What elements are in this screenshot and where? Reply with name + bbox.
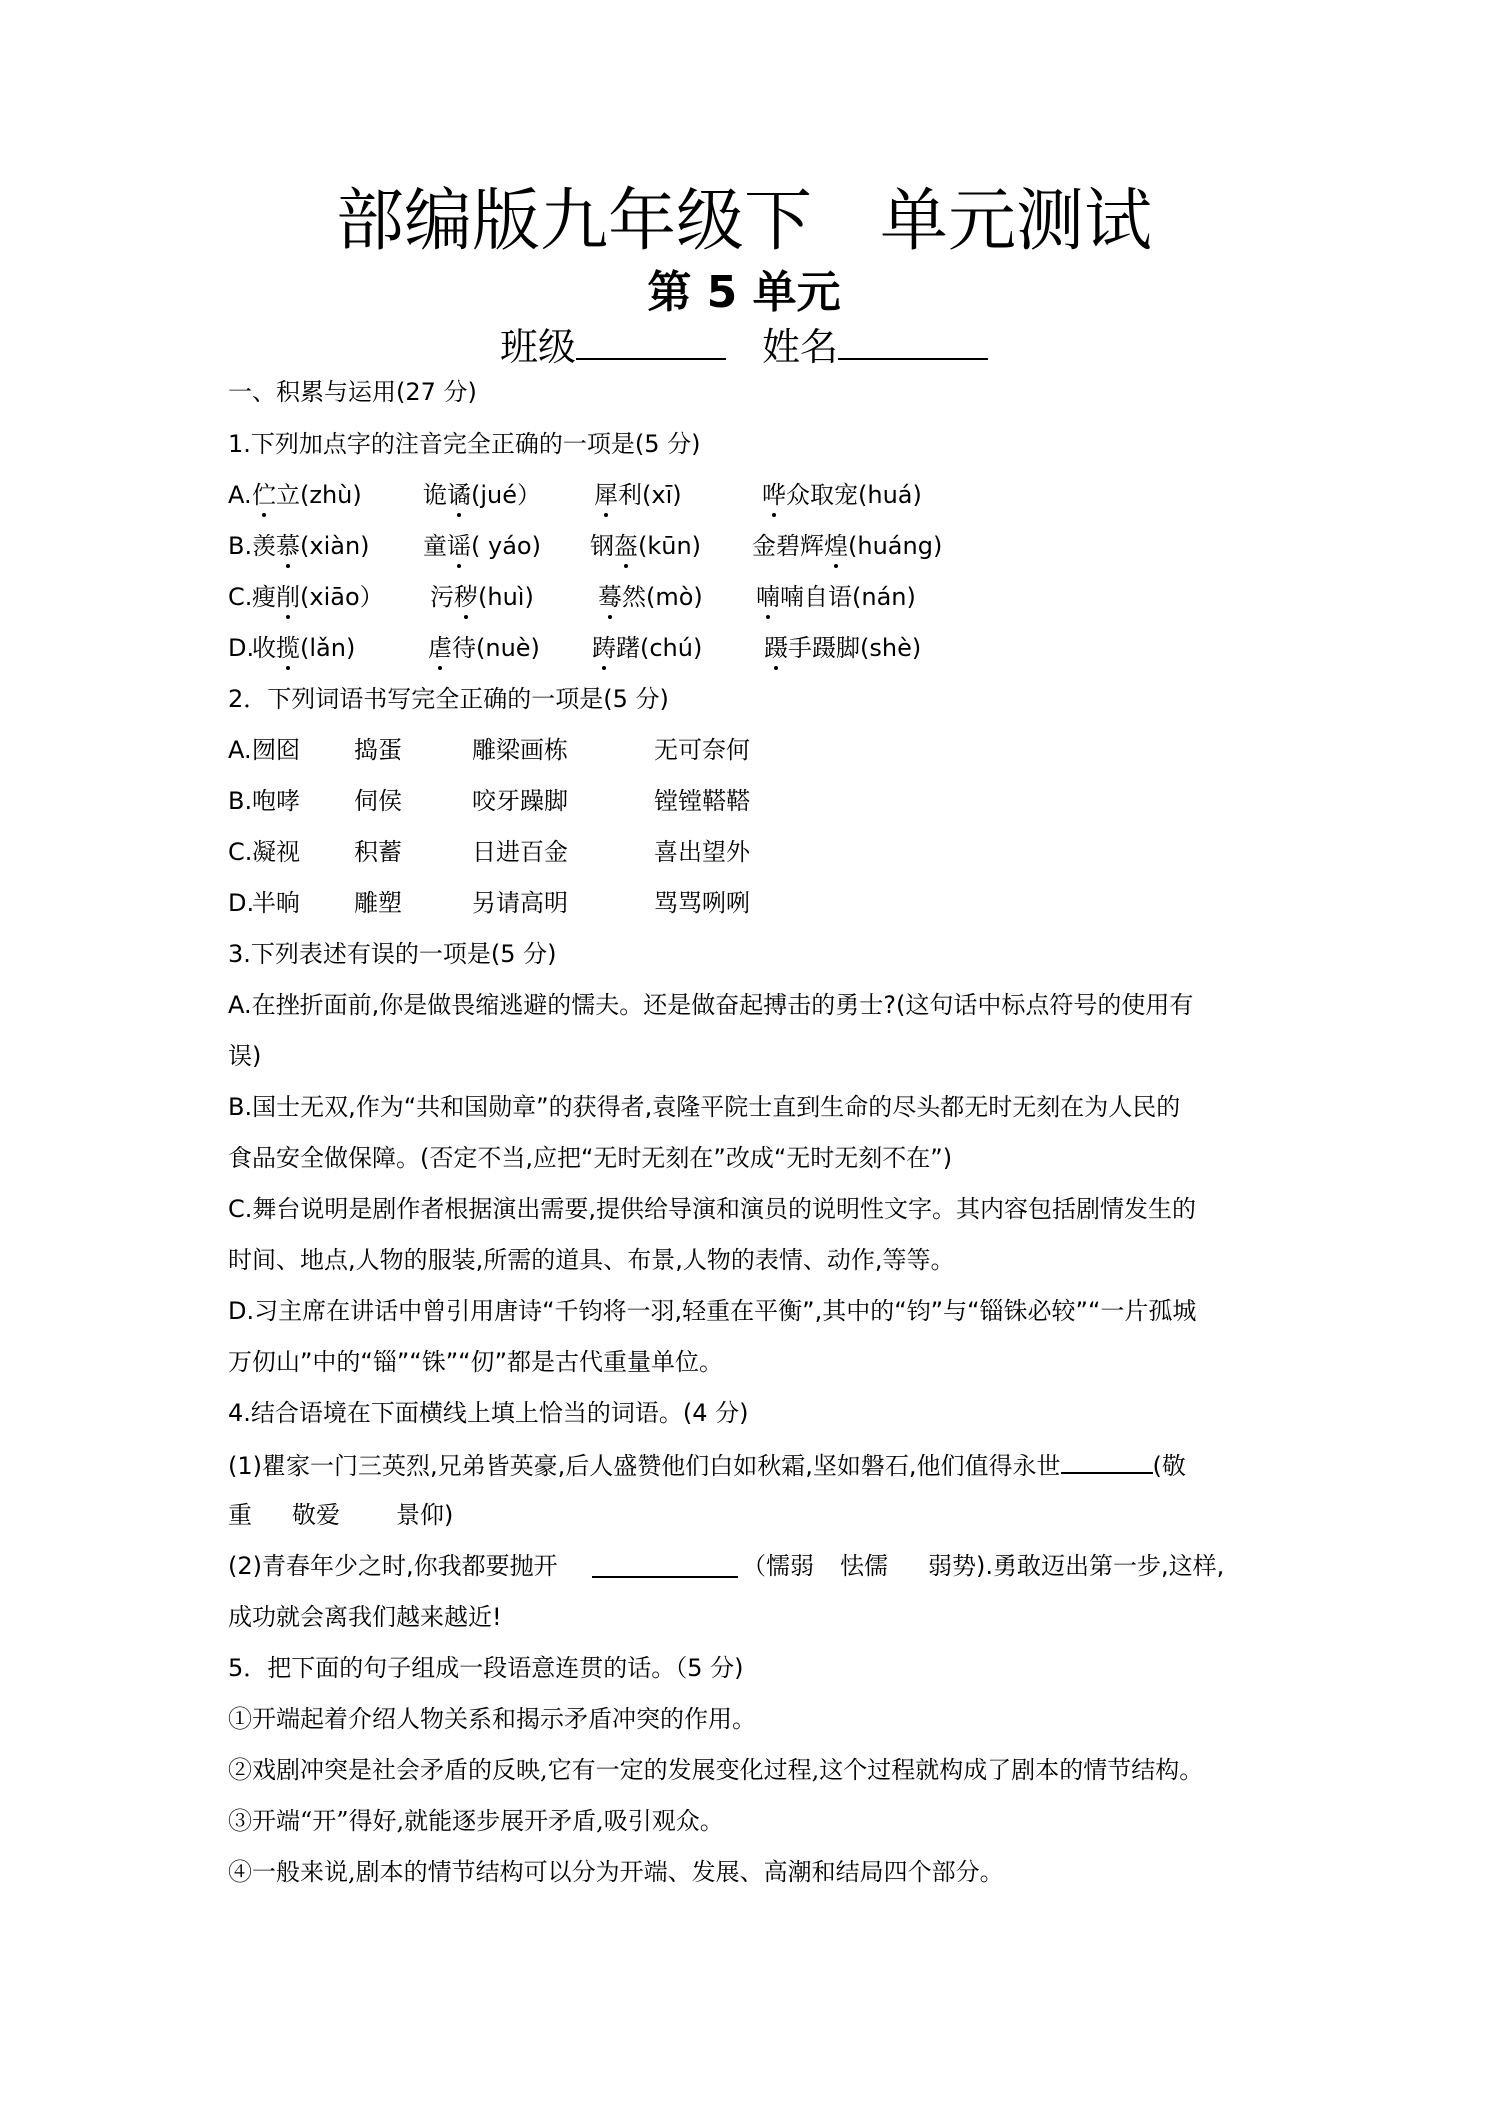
option-letter: D. (228, 634, 255, 662)
q2-option-b (228, 785, 928, 817)
q3-option-c: C.舞台说明是剧作者根据演出需要,提供给导演和演员的说明性文字。其内容包括剧情发生的 (228, 1195, 1197, 1223)
q2-option-a (228, 734, 928, 766)
q3-option-a: A.在挫折面前,你是做畏缩逃避的懦夫。还是做奋起搏击的勇士?(这句话中标点符号的使用有 (228, 991, 1194, 1019)
q4-part-2-cont: 成功就会离我们越来越近! (228, 1603, 502, 1631)
student-info (0, 322, 1488, 371)
q1-c-item-3: 蓦然(mò) (598, 583, 703, 611)
q4-blank-2[interactable] (592, 1552, 738, 1578)
q4-part-1-options: 重 敬爱 景仰) (228, 1501, 454, 1529)
q3-option-b-cont: 食品安全做保障。(否定不当,应把“无时无刻在”改成“无时无刻不在”) (228, 1144, 953, 1172)
option-letter: B. (228, 532, 253, 560)
q1-d-item-4: 蹑手蹑脚(shè) (764, 634, 922, 662)
word: 骂骂咧咧 (654, 889, 750, 917)
option-letter: B. (228, 787, 253, 815)
q3-option-b: B.国士无双,作为“共和国勋章”的获得者,袁隆平院士直到生命的尽头都无时无刻在为人民的 (228, 1093, 1181, 1121)
q3-stem: 3.下列表述有误的一项是(5 分) (228, 940, 557, 968)
word: 咆哮 (252, 787, 300, 815)
word: 凝视 (252, 838, 300, 866)
q1-a-item-1: 伫立(zhù) (252, 481, 362, 509)
q2-option-c (228, 836, 928, 868)
option-letter: A. (228, 736, 252, 764)
q1-a-item-3: 犀利(xī) (594, 481, 682, 509)
q1-c-item-1: 瘦削(xiāo） (252, 583, 384, 611)
title-left: 部编版九年级下 (335, 182, 812, 261)
word: 捣蛋 (354, 736, 402, 764)
q1-a-item-4: 哗众取宠(huá) (762, 481, 922, 509)
page-title (0, 182, 1488, 262)
word: 雕塑 (354, 889, 402, 917)
q1-b-item-1: 羡慕(xiàn) (252, 532, 370, 560)
q5-sentence-3: ③开端“开”得好,就能逐步展开矛盾,吸引观众。 (228, 1807, 724, 1835)
q4-stem: 4.结合语境在下面横线上填上恰当的词语。(4 分) (228, 1399, 749, 1427)
q1-option-d (228, 632, 1268, 664)
q4-part-2: (2)青春年少之时,你我都要抛开 （懦弱 怯儒 弱势).勇敢迈出第一步,这样, (228, 1552, 1225, 1580)
word: 喜出望外 (654, 838, 750, 866)
word: 囫囵 (252, 736, 300, 764)
q1-d-item-1: 收揽(lǎn) (252, 634, 356, 662)
name-blank[interactable] (838, 322, 988, 360)
word: 伺侯 (354, 787, 402, 815)
q5-sentence-1: ①开端起着介绍人物关系和揭示矛盾冲突的作用。 (228, 1705, 756, 1733)
q5-sentence-4: ④一般来说,剧本的情节结构可以分为开端、发展、高潮和结局四个部分。 (228, 1858, 1004, 1886)
q1-c-item-2: 污秽(huì) (430, 583, 534, 611)
word: 半晌 (252, 889, 300, 917)
q3-option-d: D.习主席在讲话中曾引用唐诗“千钧将一羽,轻重在平衡”,其中的“钧”与“锱铢必较”“一片孤城 (228, 1297, 1197, 1325)
class-label: 班级 (499, 325, 576, 369)
q1-option-c (228, 581, 1268, 613)
q3-option-d-cont: 万仞山”中的“锱”“铢”“仞”都是古代重量单位。 (228, 1348, 724, 1376)
word: 另请高明 (472, 889, 568, 917)
q3-option-c-cont: 时间、地点,人物的服装,所需的道具、布景,人物的表情、动作,等等。 (228, 1246, 955, 1274)
q1-b-item-3: 钢盔(kūn) (590, 532, 702, 560)
q1-d-item-2: 虐待(nuè) (428, 634, 540, 662)
name-label: 姓名 (762, 325, 839, 369)
q1-b-item-4: 金碧辉煌(huáng) (752, 532, 943, 560)
option-letter: A. (228, 481, 252, 509)
q1-option-a (228, 479, 1268, 511)
q5-stem: 5．把下面的句子组成一段语意连贯的话。（5 分) (228, 1654, 744, 1682)
q3-option-a-cont: 误) (228, 1042, 262, 1070)
q5-sentence-2: ②戏剧冲突是社会矛盾的反映,它有一定的发展变化过程,这个过程就构成了剧本的情节结构。 (228, 1756, 1204, 1784)
q4-part-1: (1)瞿家一门三英烈,兄弟皆英豪,后人盛赞他们白如秋霜,坚如磐石,他们值得永世 (敬 (228, 1448, 1186, 1482)
q4-blank-1[interactable] (1061, 1448, 1153, 1474)
title-right: 单元测试 (880, 182, 1153, 261)
option-letter: C. (228, 583, 253, 611)
q2-stem: 2．下列词语书写完全正确的一项是(5 分) (228, 685, 669, 713)
word: 咬牙躁脚 (472, 787, 568, 815)
section-heading: 一、积累与运用(27 分) (228, 378, 477, 406)
q1-b-item-2: 童谣( yáo) (423, 532, 541, 560)
q1-a-item-2: 诡谲(jué） (423, 481, 542, 509)
q1-d-item-3: 踌躇(chú) (592, 634, 703, 662)
word: 积蓄 (354, 838, 402, 866)
option-letter: D. (228, 889, 255, 917)
word: 无可奈何 (654, 736, 750, 764)
word: 日进百金 (472, 838, 568, 866)
q2-option-d (228, 887, 928, 919)
option-letter: C. (228, 838, 253, 866)
q1-stem: 1.下列加点字的注音完全正确的一项是(5 分) (228, 430, 701, 458)
class-blank[interactable] (576, 322, 726, 360)
word: 镗镗鞳鞳 (654, 787, 750, 815)
unit-label: 第 5 单元 (647, 267, 841, 318)
q1-option-b (228, 530, 1268, 562)
word: 雕梁画栋 (472, 736, 568, 764)
q1-c-item-4: 喃喃自语(nán) (756, 583, 916, 611)
